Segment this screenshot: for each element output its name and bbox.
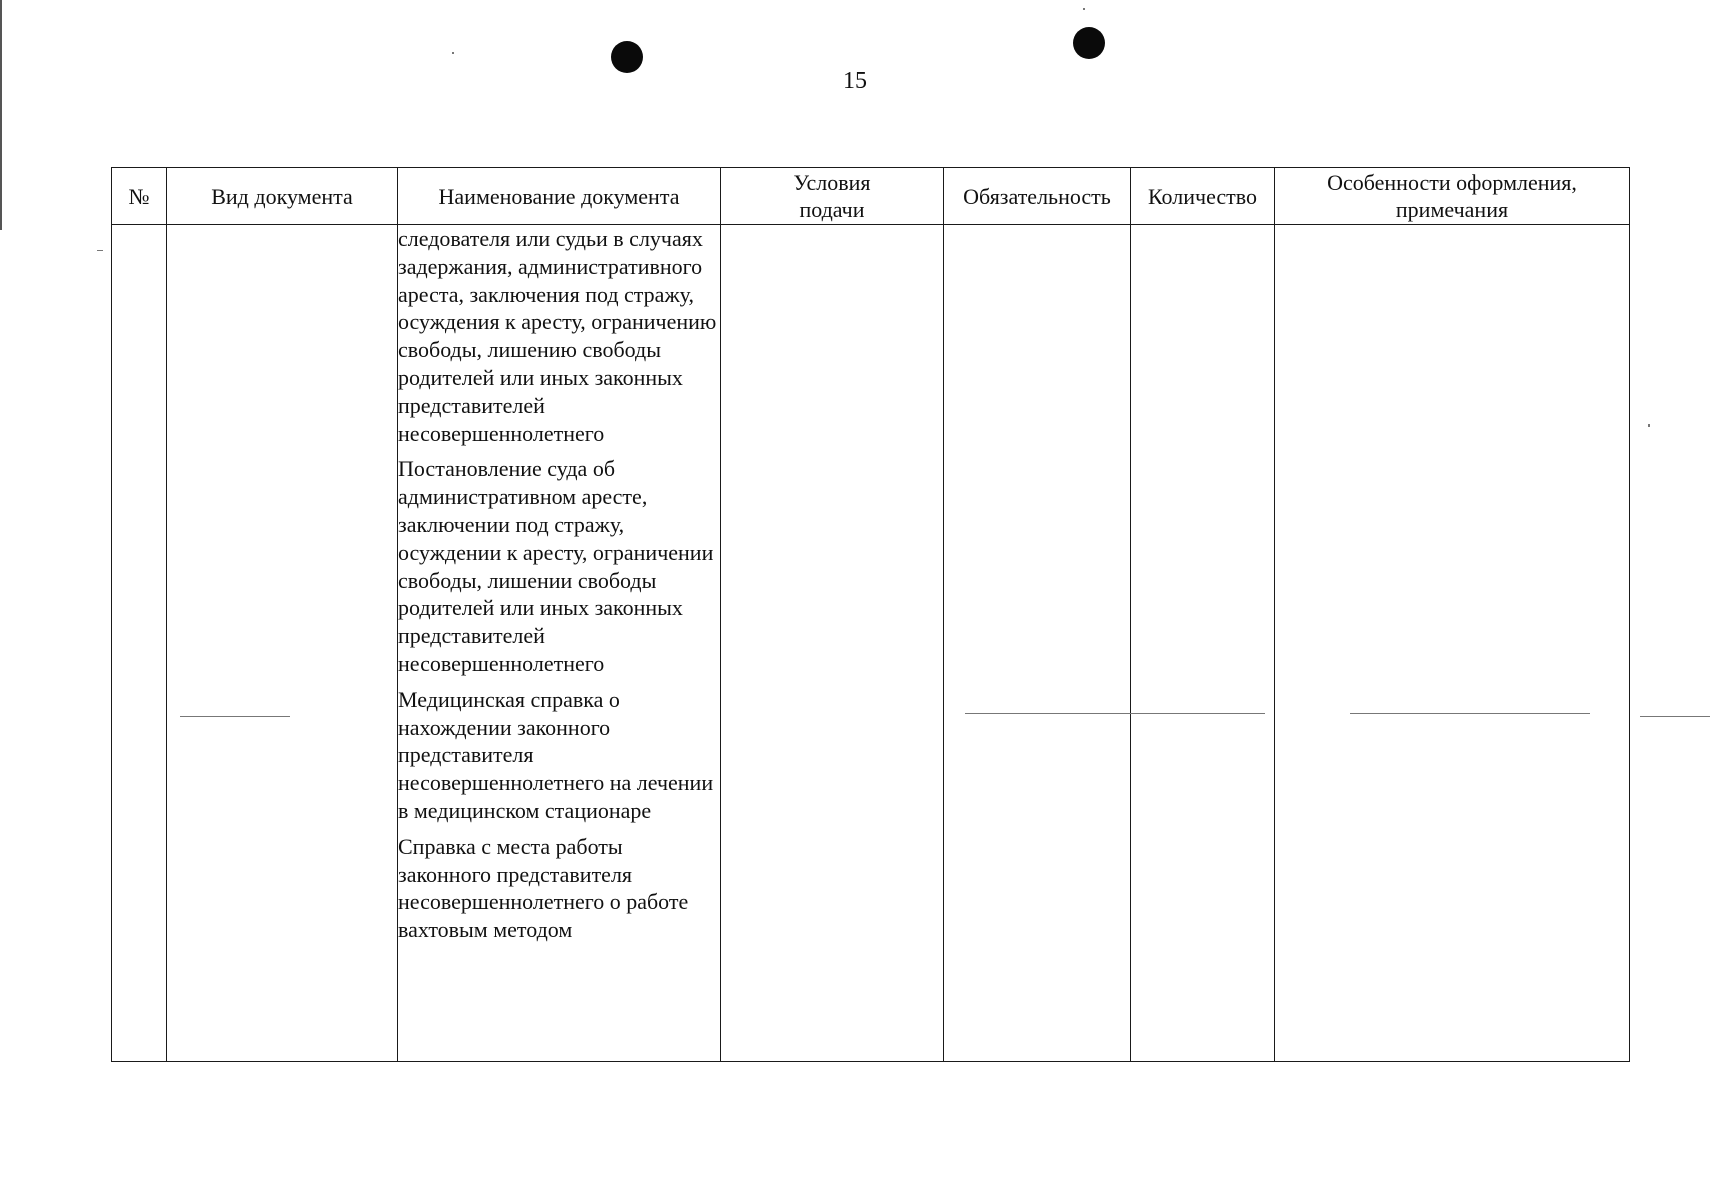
document-name-item: Справка с места работы законного представителя несовершеннолетнего о работе вахтовым методом <box>398 833 689 943</box>
header-notes: Особенности оформления, примечания <box>1275 168 1630 225</box>
cell-quantity <box>1131 225 1275 1062</box>
page-number: 15 <box>843 68 867 94</box>
scan-speck <box>965 713 1265 714</box>
document-name-item: следователя или судьи в случаях задержания, административного ареста, заключения под стражу, осуждения к аресту, ограничению свободы, лишению свободы родителей или иных законных представителей несовершеннолетнего <box>398 226 717 446</box>
documents-table <box>111 167 1630 1062</box>
punch-hole-left <box>611 41 643 73</box>
header-submission-conditions: Условия подачи <box>721 168 944 225</box>
header-document-type: Вид документа <box>167 168 398 225</box>
header-quantity: Количество <box>1131 168 1275 225</box>
document-name-item: Медицинская справка о нахождении законного представителя несовершеннолетнего на лечении в медицинском стационаре <box>398 686 714 823</box>
cell-notes <box>1275 225 1630 1062</box>
cell-obligation <box>944 225 1131 1062</box>
scan-speck <box>1350 713 1590 714</box>
scan-speck <box>1640 716 1710 717</box>
scan-speck <box>1648 424 1650 427</box>
header-number: № <box>112 168 167 225</box>
header-document-name: Наименование документа <box>398 168 721 225</box>
cell-number <box>112 225 167 1062</box>
cell-document-type <box>167 225 398 1062</box>
table-row <box>112 225 1630 1062</box>
cell-document-name <box>398 225 721 1062</box>
punch-hole-right <box>1073 27 1105 59</box>
scan-edge <box>0 0 2 230</box>
cell-submission-conditions <box>721 225 944 1062</box>
scan-speck <box>452 52 454 54</box>
scan-speck <box>180 716 290 717</box>
document-name-item: Постановление суда об административном аресте, заключении под стражу, осуждении к аресту, ограничении свободы, лишении свободы родителей или иных законных представителей несовершеннолетнего <box>398 456 714 676</box>
scan-speck <box>1083 8 1085 10</box>
scan-speck <box>97 250 103 251</box>
header-obligation: Обязательность <box>944 168 1131 225</box>
table-header-row <box>112 168 1630 225</box>
